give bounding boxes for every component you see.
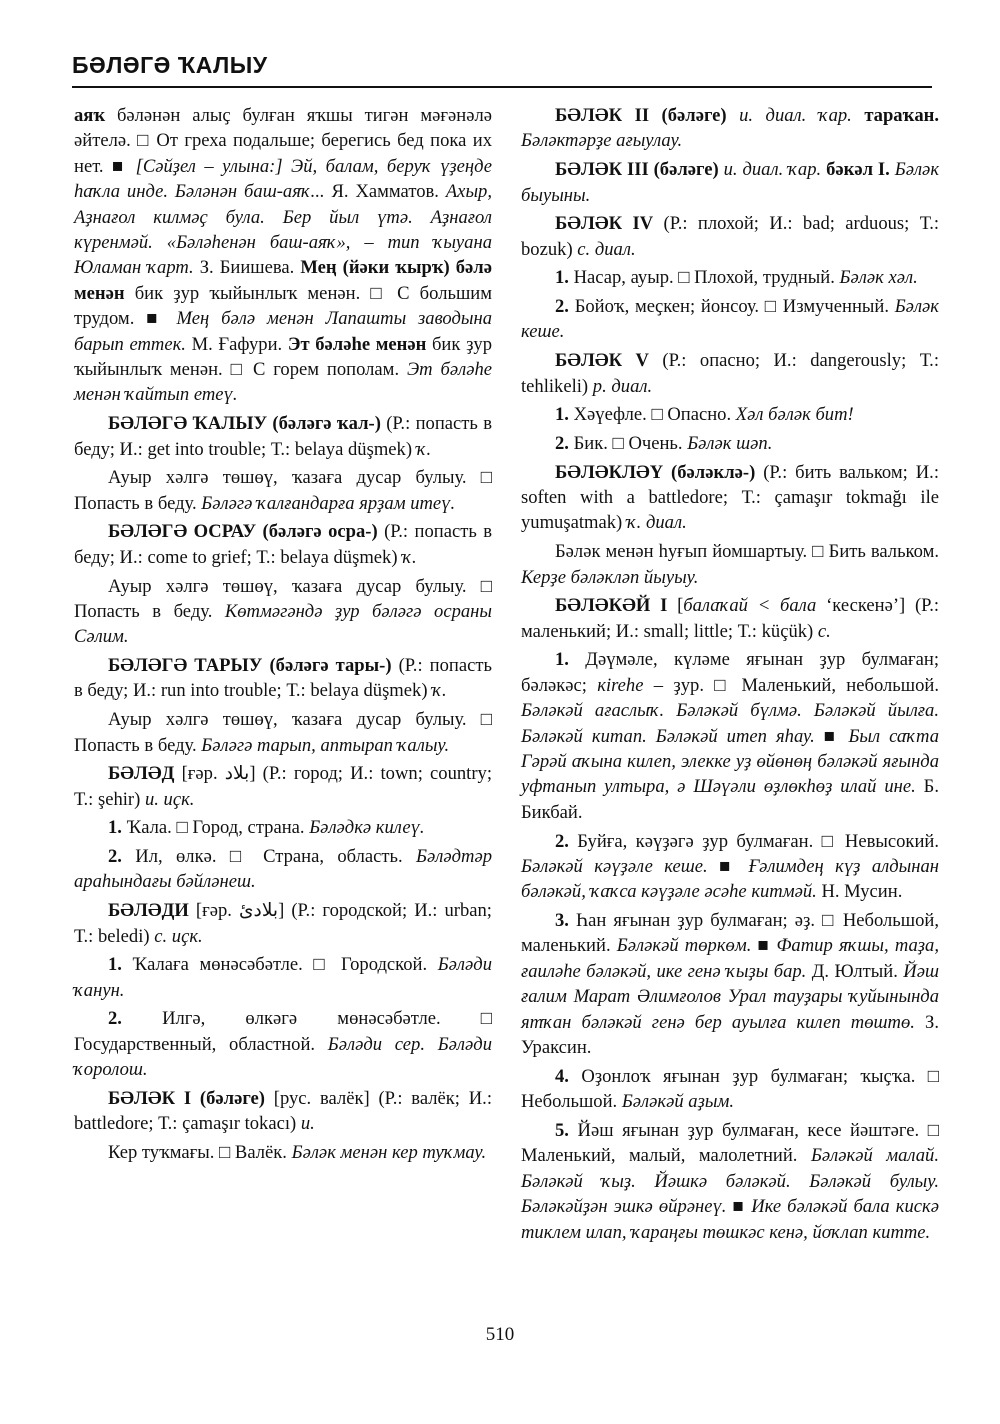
dictionary-paragraph [74, 411, 492, 462]
text-run: [ғәр. بلاد] (Р.: город; И.: town; country; Т.: şehir) [74, 763, 492, 810]
text-run: Кер туҡмағы. □ Валёк. [108, 1142, 292, 1163]
dictionary-paragraph [74, 1140, 492, 1165]
example-run: Бәләкәй малай. Бәләкәй ҡыҙ. Йәшкә бәләкәй. Бәләкәй булыу. Бәләкәйҙән эшкә өйрәнеү. [521, 1145, 939, 1218]
text-run: [ғәр. بلادئ] (Р.: городской; И.: urban; Т.: beledi) [74, 900, 492, 947]
example-run: Көтмәгәндә ҙур бәләгә осраны Сәлим. [74, 600, 492, 648]
example-run: Бәләк менән кер туҡмау. [291, 1142, 487, 1163]
example-run: Бәләгә тарып, аптырап ҡалыу. [201, 734, 450, 756]
headword-run: 2. [555, 432, 569, 454]
headword-run: аяҡ [74, 105, 106, 126]
text-run: бик ҙур ҡыйынлыҡ менән. □ С большим трудом. ■ [74, 282, 492, 330]
text-run: Ауыр хәлгә төшөү, ҡазаға дусар булыу. □ Попасть в беду. [74, 467, 492, 514]
dictionary-paragraph [74, 574, 492, 650]
headword-run: 1. [555, 267, 569, 289]
example-run: балаҡай < бала [683, 595, 817, 617]
example-run: и. [300, 1113, 315, 1135]
example-run: Бәләкәй ағаслыҡ. Бәләкәй бүлмә. Бәләкәй йылға. Бәләкәй китап. Бәләкәй итеп яһау. [521, 700, 939, 747]
text-run: Ҡала. □ Город, страна. [121, 817, 310, 839]
dictionary-paragraph [74, 519, 492, 570]
text-run: Ҡалаға мөнәсәбәтле. □ Городской. [121, 954, 438, 976]
text-run: бик ҙур ҡыйынлыҡ менән. □ С горем пополам. [74, 333, 493, 381]
headword-run: БӘЛӘК II (бәләге) [555, 105, 727, 126]
text-run: Илгә, өлкәгә мөнәсәбәтле. □ Государственный, областной. [74, 1008, 492, 1055]
headword-run: 1. [108, 817, 122, 839]
text-run: ‘кескенә’] (Р.: маленький; И.: small; little; Т.: küçük) [521, 595, 940, 642]
example-run: Ахыр, Аҙнағол килмәҫ була. Бер йыл үтә. Аҙнағол күренмәй. «Бәләһенән баш-аяҡ», – тип ҡыуана Юламан ҡарт. [74, 181, 492, 279]
header-rule [72, 86, 932, 88]
example-run: Бәләктәрҙе ағыулау. [521, 130, 683, 152]
text-run: (Р.: попасть в беду; И.: come to grief; Т.: belaya düşmek) [74, 521, 492, 568]
example-run: Мең бәлә менән Лапашты заводына барып еттек. [74, 308, 492, 355]
text-run: ■ [751, 935, 777, 957]
text-run: Хәүефле. □ Опасно. [568, 404, 736, 426]
text-run: Насар, ауыр. □ Плохой, трудный. [568, 267, 840, 289]
text-run: Буйға, кәүҙәгә ҙур булмаған. □ Невысокий. [568, 830, 939, 852]
text-run: – ҙур. □ Маленький, небольшой. [643, 674, 939, 696]
dictionary-paragraph [74, 653, 492, 704]
headword-run: Мең (йәки ҡырҡ) бәлә менән [74, 257, 492, 304]
dictionary-paragraph [521, 829, 939, 905]
headword-run: БӘЛӘД [108, 763, 175, 785]
text-run: Д. Юлтый. [806, 960, 904, 982]
dictionary-paragraph [74, 707, 492, 758]
example-run: и. иҫк. [144, 788, 195, 810]
example-run: Бәләкәй аҙым. [621, 1091, 734, 1113]
example-run: Бәләк быуыны. [521, 159, 940, 206]
text-run: Йәш яғынан ҙур булмаған, кесе йәштәге. □ Маленький, малый, малолетний. [521, 1119, 939, 1167]
text-run: З. Ураксин. [521, 1011, 939, 1059]
text-run: [рус. валёк] (Р.: валёк; И.: battledore; Т.: çamaşır tokacı) [74, 1087, 492, 1135]
dictionary-paragraph [74, 465, 492, 516]
text-run: Бик. □ Очень. [568, 432, 688, 454]
example-run: с. диал. [577, 238, 636, 260]
dictionary-paragraph [521, 460, 939, 536]
headword-run: БӘЛӘГӘ ТАРЫУ (бәләгә тары-) [108, 655, 392, 677]
headword-run: 5. [555, 1119, 569, 1141]
example-run: [Сәйҙел – улына:] Эй, балам, беруҡ үҙеңде һаҡла инде. Бәләнән баш-аяҡ... [74, 155, 492, 203]
dictionary-paragraph [74, 815, 492, 840]
text-run: Б. Бикбай. [521, 776, 939, 823]
example-run: Бәләгә ҡалғандарға ярҙам итеү. [201, 492, 456, 514]
text-run: З. Биишева. [193, 257, 301, 279]
headword-run: БӘЛӘКЛӘҮ (бәләклә-) [555, 461, 756, 483]
dictionary-paragraph [74, 844, 492, 895]
headword-run: бәкәл I. [826, 159, 890, 181]
text-run: Бәләк менән һуғып йомшартыу. □ Бить вальком. [555, 541, 939, 563]
example-run: Бәләдкә килеү. [309, 817, 425, 839]
text-run: Һан яғынан ҙур булмаған; әҙ. □ Небольшой, маленький. [521, 910, 939, 957]
text-run: М. Ғафури. [185, 333, 288, 355]
text-run: Оҙонлоҡ яғынан ҙур булмаған; ҡыҫҡа. □ Небольшой. [521, 1065, 939, 1113]
example-run: р. диал. [592, 375, 653, 397]
example-run: Бәләк шәп. [687, 432, 773, 454]
headword-run: БӘЛӘДИ [108, 900, 189, 922]
text-run: (Р.: бить вальком; И.: soften with a battledore; Т.: çamaşır tokmağı ile yumuşatmak) [521, 461, 939, 534]
headword-run: Эт бәләһе менән [287, 333, 427, 355]
example-run: Бәләк кеше. [521, 296, 939, 343]
headword-run: 3. [555, 910, 569, 932]
dictionary-paragraph [521, 593, 939, 644]
text-run: Н. Мусин. [816, 881, 903, 903]
dictionary-paragraph [521, 348, 939, 399]
text-run: ■ [726, 1196, 752, 1218]
headword-run: БӘЛӘК III (бәләге) [555, 159, 719, 181]
example-run: ҡ. [416, 438, 432, 460]
headword-run: 1. [555, 649, 569, 671]
headword-run: 1. [555, 404, 569, 426]
dictionary-paragraph [521, 103, 939, 154]
headword-run: 2. [108, 1008, 122, 1030]
headword-run: БӘЛӘК IV [555, 213, 654, 235]
text-run: Дәүмәле, күләме яғынан ҙур булмаған; бәләкәс; [521, 649, 939, 696]
dictionary-paragraph [74, 952, 492, 1003]
headword-run: тараҡан. [864, 105, 939, 126]
example-run: и. диал. ҡар. [718, 159, 827, 181]
example-run: с. [817, 620, 831, 642]
text-run: (Р.: попасть в беду; И.: get into trouble; Т.: belaya düşmek) [74, 413, 492, 460]
example-run: Эт бәләһе менән ҡайтып етеү. [74, 359, 493, 406]
headword-run: БӘЛӘГӘ ОСРАУ (бәләгә осра-) [108, 521, 378, 543]
dictionary-paragraph [74, 1086, 492, 1137]
dictionary-paragraph [74, 1006, 492, 1082]
text-run: ■ [707, 855, 749, 877]
text-run: Ауыр хәлгә төшөү, ҡазаға дусар булыу. □ Попасть в беду. [74, 709, 492, 756]
dictionary-paragraph [521, 294, 939, 345]
example-run: ҡ. [402, 546, 417, 568]
example-run: с. иҫк. [154, 925, 203, 947]
dictionary-paragraph [521, 1118, 939, 1245]
example-run: Керҙе бәләкләп йыуыу. [521, 566, 699, 588]
headword-run: 2. [555, 830, 569, 852]
dictionary-paragraph [521, 908, 939, 1060]
example-run: Ике бәләкәй бала кискә тиклем илап, ҡараңғы төшкәс кенә, йоҡлап китте. [521, 1196, 939, 1243]
example-run: Бәләк хәл. [839, 267, 918, 289]
example-run: Ғәлимдең күҙ алдынан бәләкәй, ҡаҡса кәүҙәле әсәһе китмәй. [521, 855, 939, 903]
example-run: Фатир яҡшы, таҙа, ғаиләһе бәләкәй, ике генә ҡыҙы бар. [521, 935, 940, 982]
example-run: Бәләди ҡанун. [74, 954, 492, 1001]
dictionary-paragraph [521, 1064, 939, 1115]
example-run: Бәләди сер. Бәләди ҡоролош. [74, 1033, 492, 1081]
example-run: ҡ. диал. [626, 512, 687, 534]
headword-run: 2. [108, 846, 122, 868]
dictionary-paragraph [521, 402, 939, 427]
example-run: и. диал. ҡар. [726, 105, 865, 126]
example-run: Бәләдтәр араһындағы бәйләнеш. [74, 846, 492, 893]
text-run: (Р.: попасть в беду; И.: run into trouble; Т.: belaya düşmek) [74, 655, 492, 702]
text-run: (Р.: опасно; И.: dangerously; Т.: tehlikeli) [521, 350, 939, 397]
text-run: (Р.: плохой; И.: bad; arduous; Т.: bozuk) [521, 213, 940, 260]
example-run: кireһе [597, 674, 644, 696]
text-run: [ [667, 595, 684, 617]
text-run: Бойоҡ, меҫкен; йонсоу. □ Измученный. [568, 296, 895, 318]
dictionary-paragraph [521, 647, 939, 825]
dictionary-paragraph [74, 898, 492, 949]
headword-run: 1. [108, 954, 122, 976]
example-run: Бәләкәй кәүҙәле кеше. [521, 855, 708, 877]
example-run: Бәләкәй төркөм. [616, 935, 752, 957]
dictionary-paragraph [521, 431, 939, 456]
dictionary-paragraph [74, 103, 492, 408]
dictionary-paragraph [521, 157, 939, 208]
example-run: Был саҡта Гәрәй аҡына килеп, элекке уҙ өйөнөң бәләкәй яғында уфтанып ултыра, ә Шәүәли өҙлөкһөҙ илай ине. [521, 725, 939, 798]
headword-run: 4. [555, 1065, 569, 1087]
text-run: бәләнән алыҫ булған яҡшы тигән мәғәнәлә әйтелә. □ От греха подальше; берегись бед пока их нет. ■ [74, 105, 492, 177]
headword-run: БӘЛӘК V [555, 350, 649, 372]
text-run: ■ [814, 725, 849, 747]
headword-run: 2. [555, 296, 569, 318]
headword-run: БӘЛӘКӘЙ I [555, 595, 668, 617]
headword-run: БӘЛӘГӘ ҠАЛЫУ (бәләгә ҡал-) [108, 413, 381, 435]
dictionary-paragraph [74, 761, 492, 812]
dictionary-paragraph [521, 265, 939, 290]
running-header: БӘЛӘГӘ ҠАЛЫУ [72, 52, 268, 78]
text-run: Ауыр хәлгә төшөү, ҡазаға дусар булыу. □ Попасть в беду. [74, 575, 492, 622]
right-column [521, 103, 939, 1245]
dictionary-paragraph [521, 211, 939, 262]
example-run: Хәл бәләк бит! [735, 404, 854, 426]
headword-run: БӘЛӘК I (бәләге) [108, 1087, 265, 1109]
example-run: Йәш ғалим Марат Әлимғолов Урал тауҙары ҡуйынында ятҡан бәләкәй генә бер ауылға килеп төштө. [521, 960, 940, 1033]
left-column [74, 103, 492, 1165]
dictionary-paragraph [521, 539, 939, 590]
text-run: Ил, өлкә. □ Страна, область. [121, 846, 417, 868]
page-number: 510 [485, 1324, 515, 1345]
example-run: ҡ. [432, 680, 447, 702]
text-run: Я. Хамматов. [324, 181, 446, 203]
